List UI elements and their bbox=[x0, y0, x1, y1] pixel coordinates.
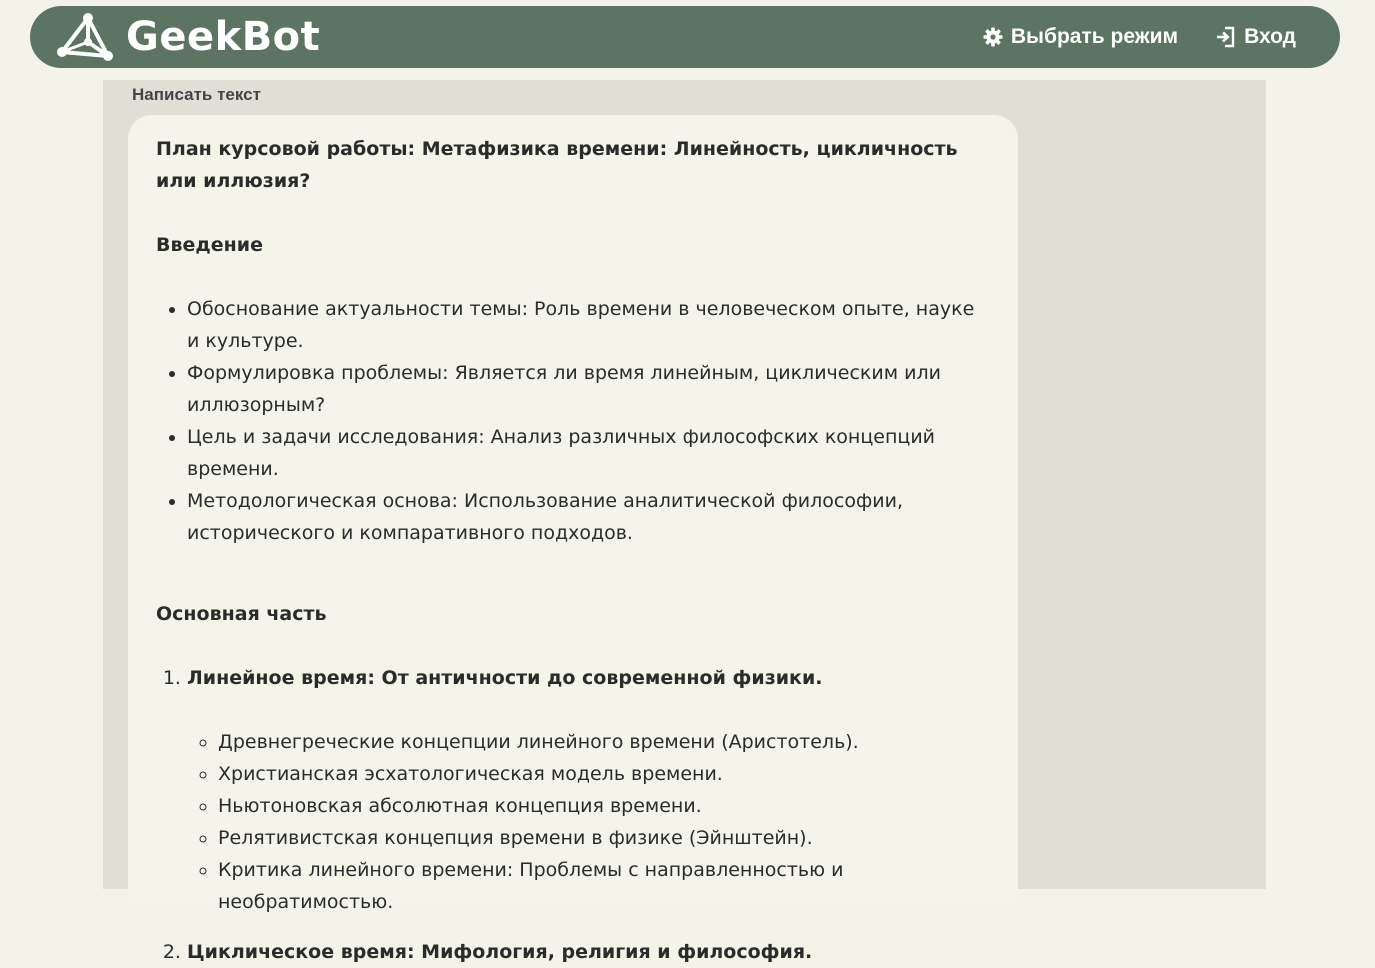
brand-logo[interactable] bbox=[54, 12, 320, 62]
choose-mode-label: Выбрать режим bbox=[1010, 25, 1179, 48]
list-item: ◦ Релятивистская концепция времени в физике (Эйнштейн). bbox=[218, 822, 990, 854]
intro-heading: Введение bbox=[156, 234, 263, 256]
main-heading: Основная часть bbox=[156, 603, 327, 625]
sub-list bbox=[187, 726, 990, 918]
list-item: ◦ Христианская эсхатологическая модель времени. bbox=[218, 758, 990, 790]
list-item: • Формулировка проблемы: Является ли время линейным, циклическим или иллюзорным? bbox=[187, 357, 990, 421]
list-item: ◦ Критика линейного времени: Проблемы с направленностью и необратимостью. bbox=[218, 854, 990, 918]
brand-name: GeekBot bbox=[126, 14, 321, 60]
plan-title: План курсовой работы: Метафизика времени: Линейность, цикличность или иллюзия? bbox=[156, 138, 958, 192]
section-title: Циклическое время: Мифология, религия и философия. bbox=[187, 941, 813, 963]
network-logo-icon bbox=[54, 12, 114, 62]
nav-actions bbox=[983, 25, 1316, 49]
top-navbar bbox=[30, 6, 1340, 68]
login-button[interactable] bbox=[1216, 25, 1296, 49]
list-item: • Обоснование актуальности темы: Роль времени в человеческом опыте, науке и культуре. bbox=[187, 293, 990, 357]
gear-icon bbox=[983, 27, 1003, 47]
panel-label: Написать текст bbox=[132, 85, 261, 104]
list-item: ◦ Ньютоновская абсолютная концепция времени. bbox=[218, 790, 990, 822]
section-item bbox=[187, 936, 990, 968]
response-card bbox=[128, 115, 1018, 963]
section-item bbox=[187, 662, 990, 918]
choose-mode-button[interactable] bbox=[983, 25, 1178, 49]
list-item: ◦ Древнегреческие концепции линейного времени (Аристотель). bbox=[218, 726, 990, 758]
intro-list bbox=[156, 293, 990, 549]
main-sections-list bbox=[156, 662, 990, 968]
list-item: • Цель и задачи исследования: Анализ различных философских концепций времени. bbox=[187, 421, 990, 485]
login-label: Вход bbox=[1244, 25, 1296, 48]
spacer bbox=[156, 549, 990, 598]
sign-in-icon bbox=[1216, 26, 1236, 48]
text-panel bbox=[103, 80, 1266, 963]
list-item: • Методологическая основа: Использование аналитической философии, исторического и компаративного подходов. bbox=[187, 485, 990, 549]
section-title: Линейное время: От античности до современной физики. bbox=[187, 667, 823, 689]
